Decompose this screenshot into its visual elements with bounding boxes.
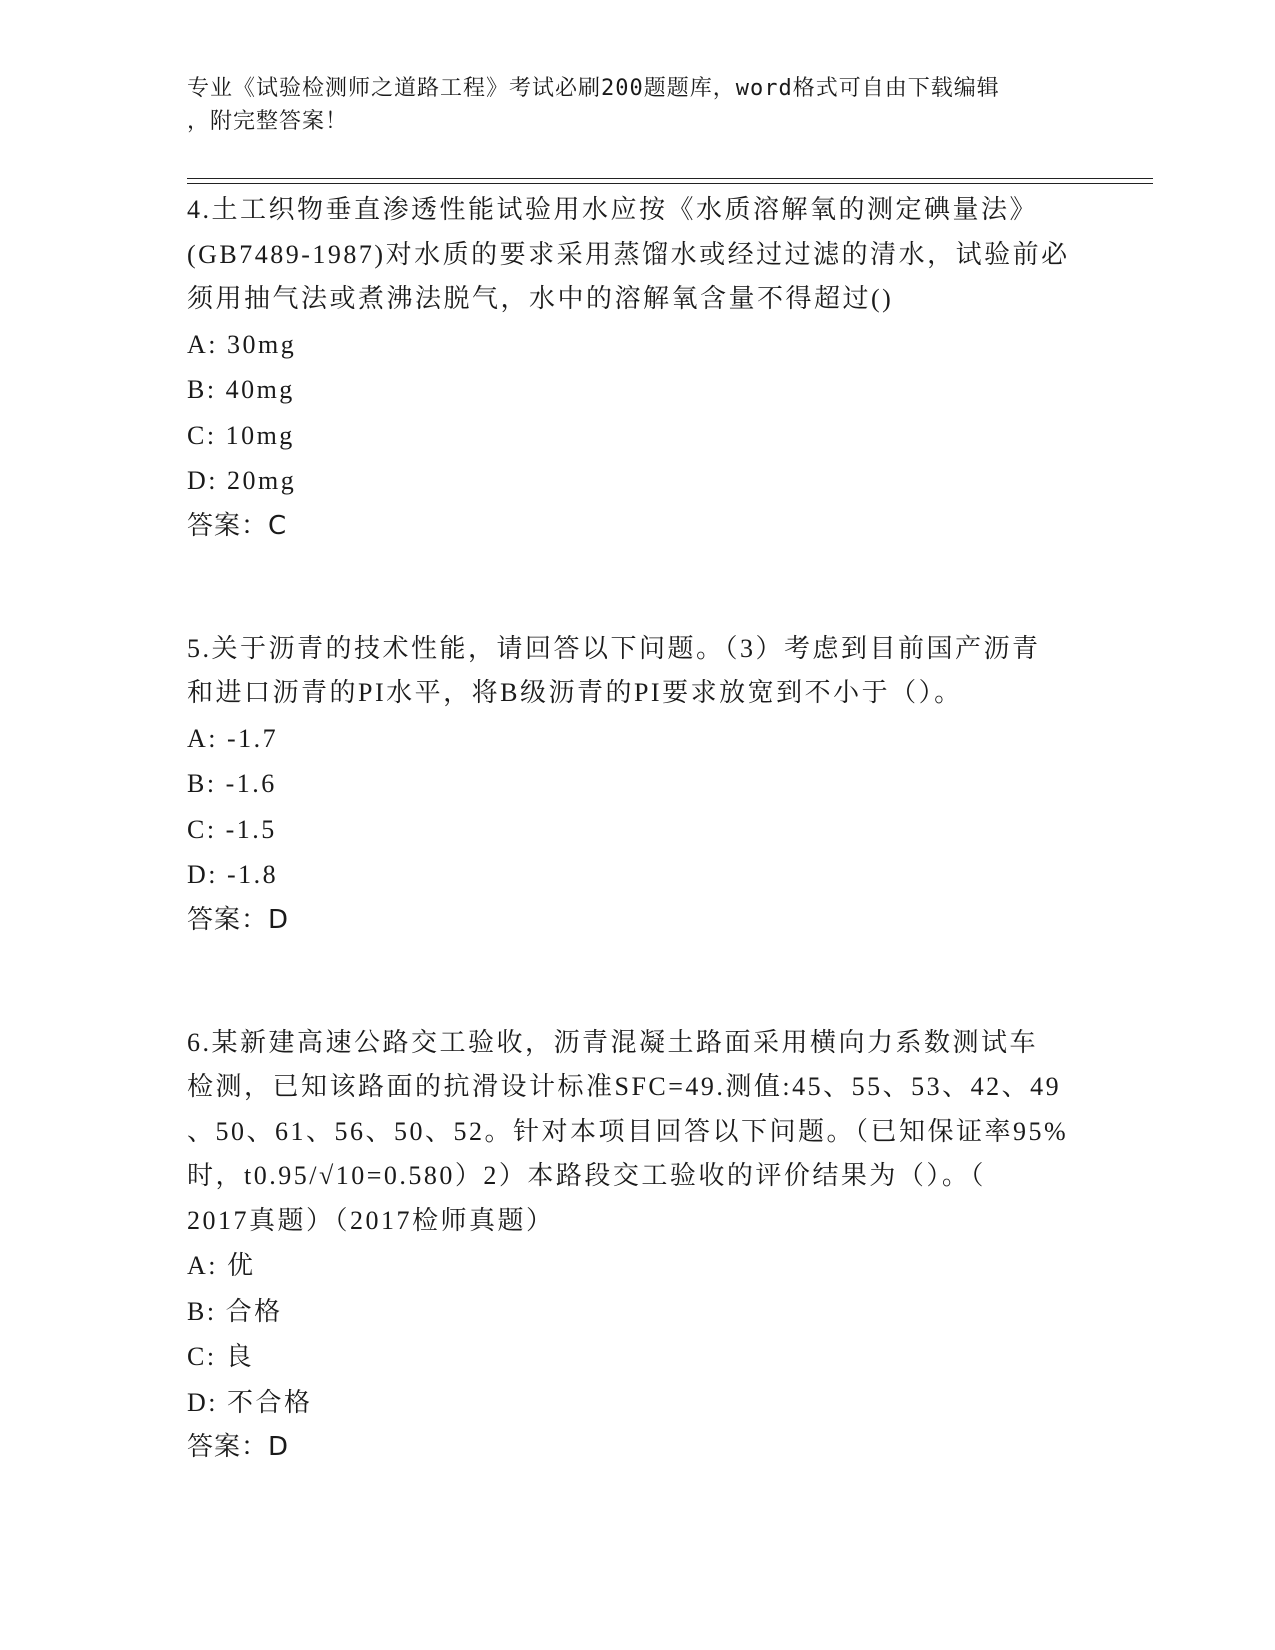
question-text <box>187 627 1087 716</box>
question-text-line: 4.土工织物垂直渗透性能试验用水应按《水质溶解氧的测定碘量法》 <box>187 195 1039 224</box>
question-text <box>187 188 1087 322</box>
question-text <box>187 1021 1087 1244</box>
header-title-line-1: 专业《试验检测师之道路工程》考试必刷200题题库，word格式可自由下载编辑 <box>187 76 1000 101</box>
question-item <box>187 627 1087 943</box>
option-b: B: 合格 <box>187 1296 283 1326</box>
question-spacer <box>187 943 1087 1021</box>
option-a: A: -1.7 <box>187 723 279 753</box>
option-a: A: 优 <box>187 1251 256 1280</box>
question-text-line: (GB7489-1987)对水质的要求采用蒸馏水或经过过滤的清水，试验前必 <box>187 239 1070 269</box>
header-divider-bottom <box>187 183 1153 184</box>
option-b: B: -1.6 <box>187 769 277 798</box>
question-text-line: 时，t0.95/√10=0.580）2）本路段交工验收的评价结果为（）。（ <box>187 1161 986 1190</box>
option-c: C: 10mg <box>187 420 295 450</box>
question-text-line: 须用抽气法或煮沸法脱气，水中的溶解氧含量不得超过() <box>187 284 894 313</box>
question-text-line: 6.某新建高速公路交工验收，沥青混凝土路面采用横向力系数测试车 <box>187 1027 1039 1057</box>
answer-line: 答案：C <box>187 510 288 541</box>
header-title-line-2: ，附完整答案！ <box>187 109 349 134</box>
option-a: A: 30mg <box>187 329 297 359</box>
question-text-line: 和进口沥青的PI水平，将B级沥青的PI要求放宽到不小于（）。 <box>187 678 963 707</box>
answer-line: 答案：D <box>187 1432 290 1462</box>
question-text-line: 2017真题）（2017检师真题） <box>187 1205 555 1235</box>
question-item <box>187 188 1087 549</box>
question-spacer <box>187 549 1087 627</box>
option-b: B: 40mg <box>187 375 295 404</box>
option-d: D: 20mg <box>187 466 297 495</box>
question-list <box>187 188 1087 1470</box>
question-text-line: 5.关于沥青的技术性能，请回答以下问题。（3）考虑到目前国产沥青 <box>187 633 1041 663</box>
option-c: C: 良 <box>187 1342 255 1371</box>
option-d: D: -1.8 <box>187 860 279 889</box>
answer-line: 答案：D <box>187 904 290 935</box>
question-text-line: 检测，已知该路面的抗滑设计标准SFC=49.测值:45、55、53、42、49 <box>187 1072 1062 1101</box>
option-d: D: 不合格 <box>187 1387 313 1417</box>
question-text-line: 、50、61、56、50、52。针对本项目回答以下问题。（已知保证率95% <box>187 1116 1069 1146</box>
option-c: C: -1.5 <box>187 814 277 844</box>
question-item <box>187 1021 1087 1471</box>
header-divider-top <box>187 178 1153 179</box>
document-header <box>187 72 1067 138</box>
